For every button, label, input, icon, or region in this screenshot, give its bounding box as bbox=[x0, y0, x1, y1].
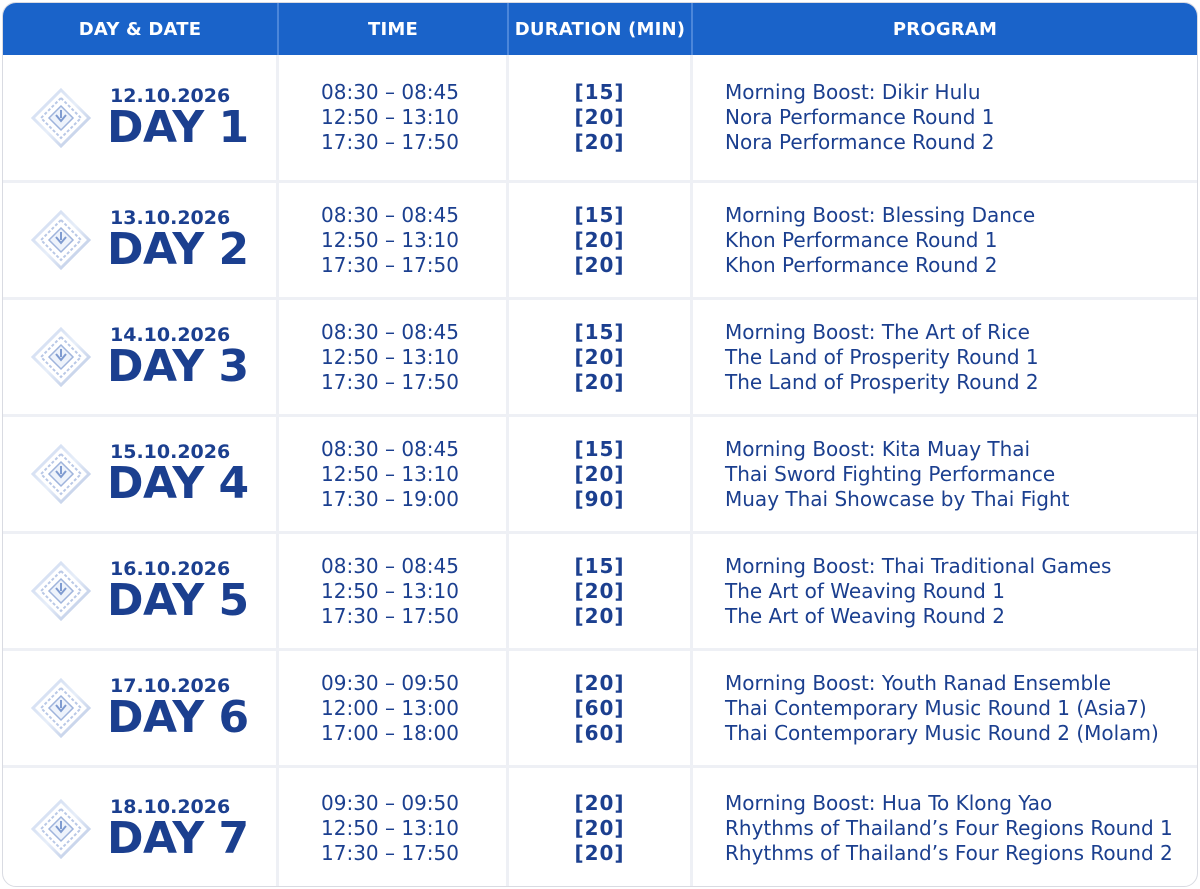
day-label-group bbox=[107, 324, 249, 392]
day-number: DAY 3 bbox=[107, 341, 249, 392]
program-name: Khon Performance Round 1 bbox=[725, 227, 998, 252]
table-row bbox=[3, 300, 1197, 417]
time-cell bbox=[279, 534, 509, 648]
duration-value: [15] bbox=[574, 553, 625, 578]
duration-value: [15] bbox=[574, 319, 625, 344]
time-cell bbox=[279, 55, 509, 180]
schedule-table bbox=[2, 2, 1198, 887]
program-name: Morning Boost: Dikir Hulu bbox=[725, 80, 981, 104]
duration-value: [20] bbox=[574, 603, 625, 628]
duration-value: [15] bbox=[574, 436, 625, 461]
time-cell bbox=[279, 417, 509, 531]
program-list bbox=[725, 320, 1039, 395]
table-body bbox=[3, 55, 1197, 887]
program-name: The Land of Prosperity Round 1 bbox=[725, 344, 1039, 369]
day-number: DAY 6 bbox=[107, 692, 249, 743]
program-name: The Art of Weaving Round 2 bbox=[725, 603, 1005, 628]
program-name: The Art of Weaving Round 1 bbox=[725, 578, 1005, 603]
program-list bbox=[725, 671, 1159, 746]
time-slot: 12:50 – 13:10 bbox=[321, 105, 459, 129]
duration-value: [20] bbox=[574, 461, 625, 486]
duration-list bbox=[574, 671, 624, 746]
time-list bbox=[321, 791, 459, 866]
duration-value: [20] bbox=[574, 369, 625, 394]
program-cell bbox=[693, 768, 1197, 887]
program-name: Morning Boost: Hua To Klong Yao bbox=[725, 791, 1053, 815]
table-row bbox=[3, 768, 1197, 887]
program-name: Muay Thai Showcase by Thai Fight bbox=[725, 486, 1070, 511]
table-header bbox=[3, 3, 1197, 55]
day-number: DAY 5 bbox=[107, 575, 249, 626]
time-list bbox=[321, 671, 459, 746]
diamond-emblem-icon bbox=[31, 210, 91, 270]
time-slot: 12:50 – 13:10 bbox=[321, 461, 459, 486]
program-name: Morning Boost: Kita Muay Thai bbox=[725, 436, 1031, 461]
duration-value: [20] bbox=[574, 578, 625, 603]
program-list bbox=[725, 554, 1111, 629]
table-row bbox=[3, 534, 1197, 651]
duration-cell bbox=[509, 183, 693, 297]
time-cell bbox=[279, 300, 509, 414]
program-name: Khon Performance Round 2 bbox=[725, 252, 998, 277]
day-number: DAY 1 bbox=[107, 101, 249, 153]
duration-value: [15] bbox=[574, 202, 625, 227]
day-date: 18.10.2026 bbox=[110, 795, 231, 818]
duration-value: [20] bbox=[574, 791, 625, 815]
time-slot: 17:30 – 17:50 bbox=[321, 369, 459, 394]
header-duration: DURATION (MIN) bbox=[509, 3, 693, 55]
time-cell bbox=[279, 768, 509, 887]
duration-cell bbox=[509, 417, 693, 531]
day-label-group bbox=[107, 558, 249, 626]
program-name: Thai Contemporary Music Round 1 (Asia7) bbox=[725, 695, 1147, 720]
header-time: TIME bbox=[279, 3, 509, 55]
time-slot: 12:50 – 13:10 bbox=[321, 578, 459, 603]
duration-list bbox=[574, 320, 624, 395]
day-date-cell bbox=[3, 183, 279, 297]
time-slot: 08:30 – 08:45 bbox=[321, 436, 459, 461]
time-slot: 12:00 – 13:00 bbox=[321, 695, 459, 720]
table-row bbox=[3, 55, 1197, 183]
duration-cell bbox=[509, 55, 693, 180]
diamond-emblem-icon bbox=[31, 327, 91, 387]
duration-value: [20] bbox=[574, 841, 625, 865]
duration-value: [20] bbox=[574, 130, 625, 154]
time-cell bbox=[279, 183, 509, 297]
duration-value: [20] bbox=[574, 252, 625, 277]
program-name: Thai Sword Fighting Performance bbox=[725, 461, 1056, 486]
program-cell bbox=[693, 417, 1197, 531]
table-row bbox=[3, 183, 1197, 300]
time-slot: 17:30 – 17:50 bbox=[321, 252, 459, 277]
program-name: Thai Contemporary Music Round 2 (Molam) bbox=[725, 720, 1159, 745]
time-list bbox=[321, 320, 459, 395]
table-row bbox=[3, 651, 1197, 768]
time-slot: 08:30 – 08:45 bbox=[321, 319, 459, 344]
time-list bbox=[321, 437, 459, 512]
duration-value: [60] bbox=[574, 720, 625, 745]
header-program: PROGRAM bbox=[892, 18, 998, 40]
duration-list bbox=[574, 791, 624, 866]
day-number: DAY 2 bbox=[107, 224, 249, 275]
duration-cell bbox=[509, 300, 693, 414]
program-cell bbox=[693, 651, 1197, 765]
duration-cell bbox=[509, 768, 693, 887]
program-cell bbox=[693, 300, 1197, 414]
diamond-emblem-icon bbox=[31, 678, 91, 738]
day-number: DAY 7 bbox=[107, 812, 249, 864]
program-list bbox=[725, 437, 1070, 512]
time-slot: 12:50 – 13:10 bbox=[321, 344, 459, 369]
program-name: Nora Performance Round 1 bbox=[725, 105, 995, 129]
time-cell bbox=[279, 651, 509, 765]
time-slot: 17:00 – 18:00 bbox=[321, 720, 459, 745]
time-slot: 12:50 – 13:10 bbox=[321, 816, 459, 840]
time-slot: 17:30 – 17:50 bbox=[321, 130, 459, 154]
day-label-group bbox=[107, 795, 249, 864]
time-slot: 12:50 – 13:10 bbox=[321, 227, 459, 252]
day-label-group bbox=[107, 207, 249, 275]
program-cell bbox=[693, 183, 1197, 297]
program-list bbox=[725, 203, 1035, 278]
day-date-cell bbox=[3, 768, 279, 887]
diamond-emblem-icon bbox=[31, 799, 91, 859]
duration-value: [90] bbox=[574, 486, 625, 511]
day-date: 16.10.2026 bbox=[110, 558, 231, 580]
program-name: Nora Performance Round 2 bbox=[725, 130, 995, 154]
duration-value: [20] bbox=[574, 670, 625, 695]
program-name: The Land of Prosperity Round 2 bbox=[725, 369, 1039, 394]
duration-list bbox=[574, 80, 624, 155]
program-name: Morning Boost: The Art of Rice bbox=[725, 319, 1030, 344]
duration-cell bbox=[509, 534, 693, 648]
program-list bbox=[725, 791, 1173, 866]
day-label-group bbox=[107, 441, 249, 509]
duration-value: [20] bbox=[574, 227, 625, 252]
duration-value: [20] bbox=[574, 344, 625, 369]
header-day-date: DAY & DATE bbox=[3, 3, 279, 55]
duration-value: [60] bbox=[574, 695, 625, 720]
program-name: Rhythms of Thailand’s Four Regions Round 2 bbox=[725, 841, 1173, 865]
diamond-emblem-icon bbox=[31, 561, 91, 621]
program-name: Morning Boost: Youth Ranad Ensemble bbox=[725, 670, 1111, 695]
time-slot: 08:30 – 08:45 bbox=[321, 80, 459, 104]
time-slot: 09:30 – 09:50 bbox=[321, 670, 459, 695]
day-label-group bbox=[107, 84, 249, 153]
day-label-group bbox=[107, 675, 249, 743]
time-slot: 17:30 – 17:50 bbox=[321, 841, 459, 865]
day-number: DAY 4 bbox=[107, 458, 249, 509]
day-date: 13.10.2026 bbox=[110, 207, 231, 229]
time-slot: 08:30 – 08:45 bbox=[321, 553, 459, 578]
diamond-emblem-icon bbox=[31, 444, 91, 504]
program-list bbox=[725, 80, 995, 155]
day-date-cell bbox=[3, 534, 279, 648]
day-date-cell bbox=[3, 651, 279, 765]
duration-value: [20] bbox=[574, 816, 625, 840]
time-slot: 08:30 – 08:45 bbox=[321, 202, 459, 227]
program-cell bbox=[693, 534, 1197, 648]
day-date-cell bbox=[3, 300, 279, 414]
day-date: 17.10.2026 bbox=[110, 675, 231, 697]
time-list bbox=[321, 554, 459, 629]
program-name: Rhythms of Thailand’s Four Regions Round 1 bbox=[725, 816, 1173, 840]
day-date-cell bbox=[3, 55, 279, 180]
duration-list bbox=[574, 554, 624, 629]
program-name: Morning Boost: Blessing Dance bbox=[725, 202, 1036, 227]
time-slot: 09:30 – 09:50 bbox=[321, 791, 459, 815]
program-name: Morning Boost: Thai Traditional Games bbox=[725, 553, 1112, 578]
duration-value: [20] bbox=[574, 105, 625, 129]
time-list bbox=[321, 80, 459, 155]
duration-list bbox=[574, 203, 624, 278]
day-date: 15.10.2026 bbox=[110, 441, 231, 463]
time-list bbox=[321, 203, 459, 278]
duration-cell bbox=[509, 651, 693, 765]
day-date: 14.10.2026 bbox=[110, 324, 231, 346]
day-date: 12.10.2026 bbox=[110, 84, 231, 107]
table-row bbox=[3, 417, 1197, 534]
diamond-emblem-icon bbox=[31, 88, 91, 148]
duration-list bbox=[574, 437, 624, 512]
time-slot: 17:30 – 19:00 bbox=[321, 486, 459, 511]
day-date-cell bbox=[3, 417, 279, 531]
time-slot: 17:30 – 17:50 bbox=[321, 603, 459, 628]
program-cell bbox=[693, 55, 1197, 180]
duration-value: [15] bbox=[574, 80, 625, 104]
